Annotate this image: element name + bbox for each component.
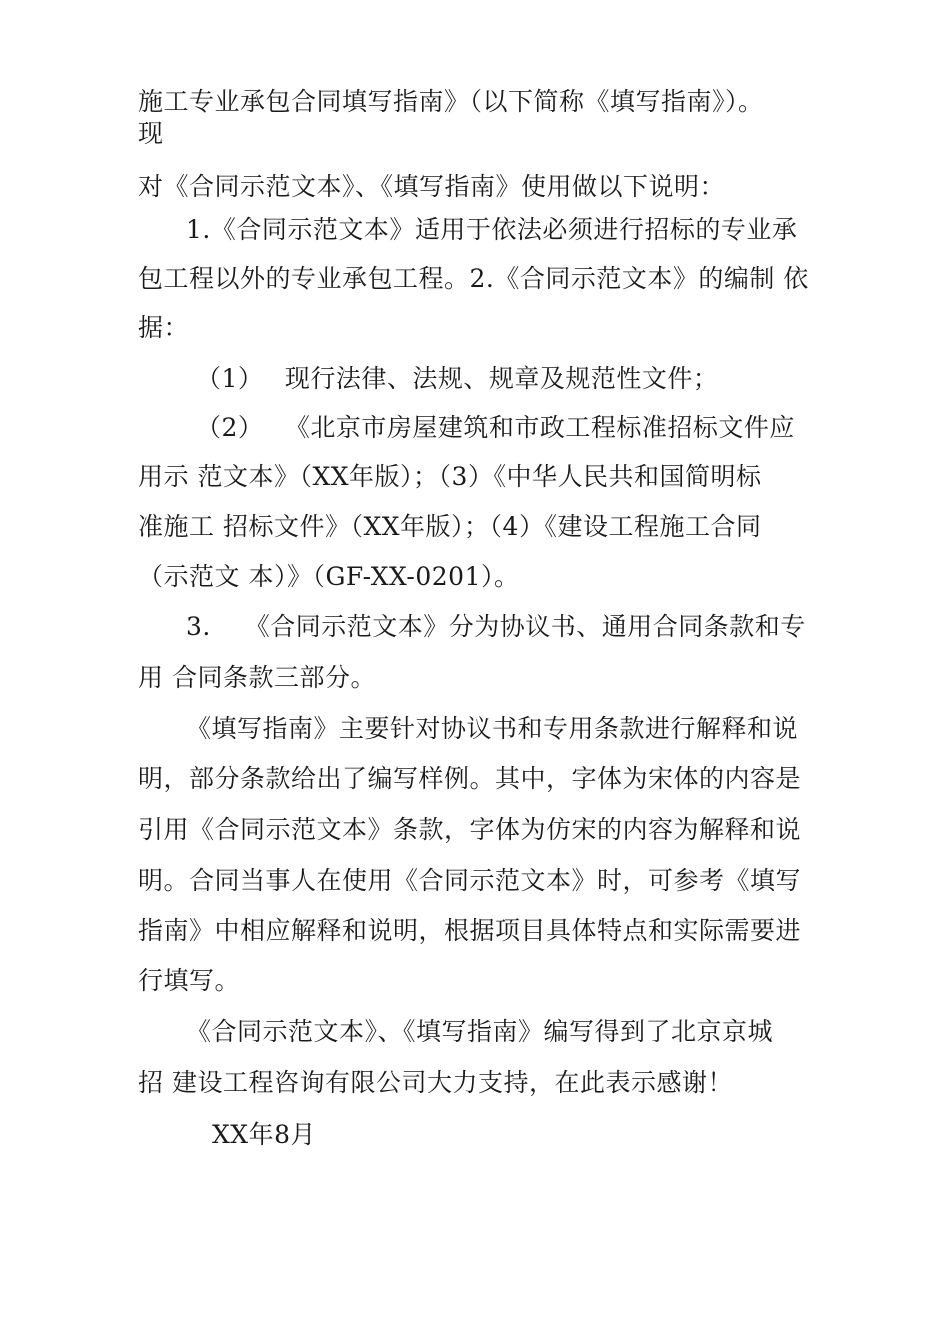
text-line: 明。合同当事人在使用《合同示范文本》时，可参考《填写	[138, 866, 802, 895]
text-line: （示范文 本）》（GF-XX-0201）。	[138, 562, 520, 591]
text-line: （2） 《北京市房屋建筑和市政工程标准招标文件应	[196, 413, 795, 442]
text-line: 据：	[138, 313, 190, 342]
date-line: XX年8月	[212, 1120, 317, 1149]
text-line: 招 建设工程咨询有限公司大力支持，在此表示感谢！	[138, 1068, 733, 1097]
text-line: 用 合同条款三部分。	[138, 663, 376, 692]
text-line: 引用《合同示范文本》条款，字体为仿宋的内容为解释和说	[138, 815, 802, 844]
text-line: 指南》中相应解释和说明，根据项目具体特点和实际需要进	[138, 916, 802, 945]
text-line: 施工专业承包合同填写指南》（以下简称《填写指南》）。	[138, 87, 764, 116]
text-line: 行填写。	[138, 966, 241, 995]
text-line: 1.《合同示范文本》适用于依法必须进行招标的专业承	[186, 215, 798, 244]
text-line: 对《合同示范文本》、《填写指南》使用做以下说明：	[138, 172, 726, 201]
text-line: 3. 《合同示范文本》分为协议书、通用合同条款和专	[186, 612, 806, 641]
text-line: 《填写指南》主要针对协议书和专用条款进行解释和说	[186, 714, 799, 743]
text-line: （1） 现行法律、法规、规章及规范性文件；	[196, 364, 719, 393]
text-line: 《合同示范文本》、《填写指南》编写得到了北京京城	[186, 1017, 774, 1046]
text-line: 用示 范文本》（XX年版）；（3）《中华人民共和国简明标	[138, 462, 762, 491]
text-line: 明，部分条款给出了编写样例。其中，字体为宋体的内容是	[138, 764, 802, 793]
text-line: 准施工 招标文件》（XX年版）；（4）《建设工程施工合同	[138, 512, 762, 541]
text-line: 现	[138, 119, 164, 148]
text-line: 包工程以外的专业承包工程。2.《合同示范文本》的编制 依	[138, 264, 809, 293]
